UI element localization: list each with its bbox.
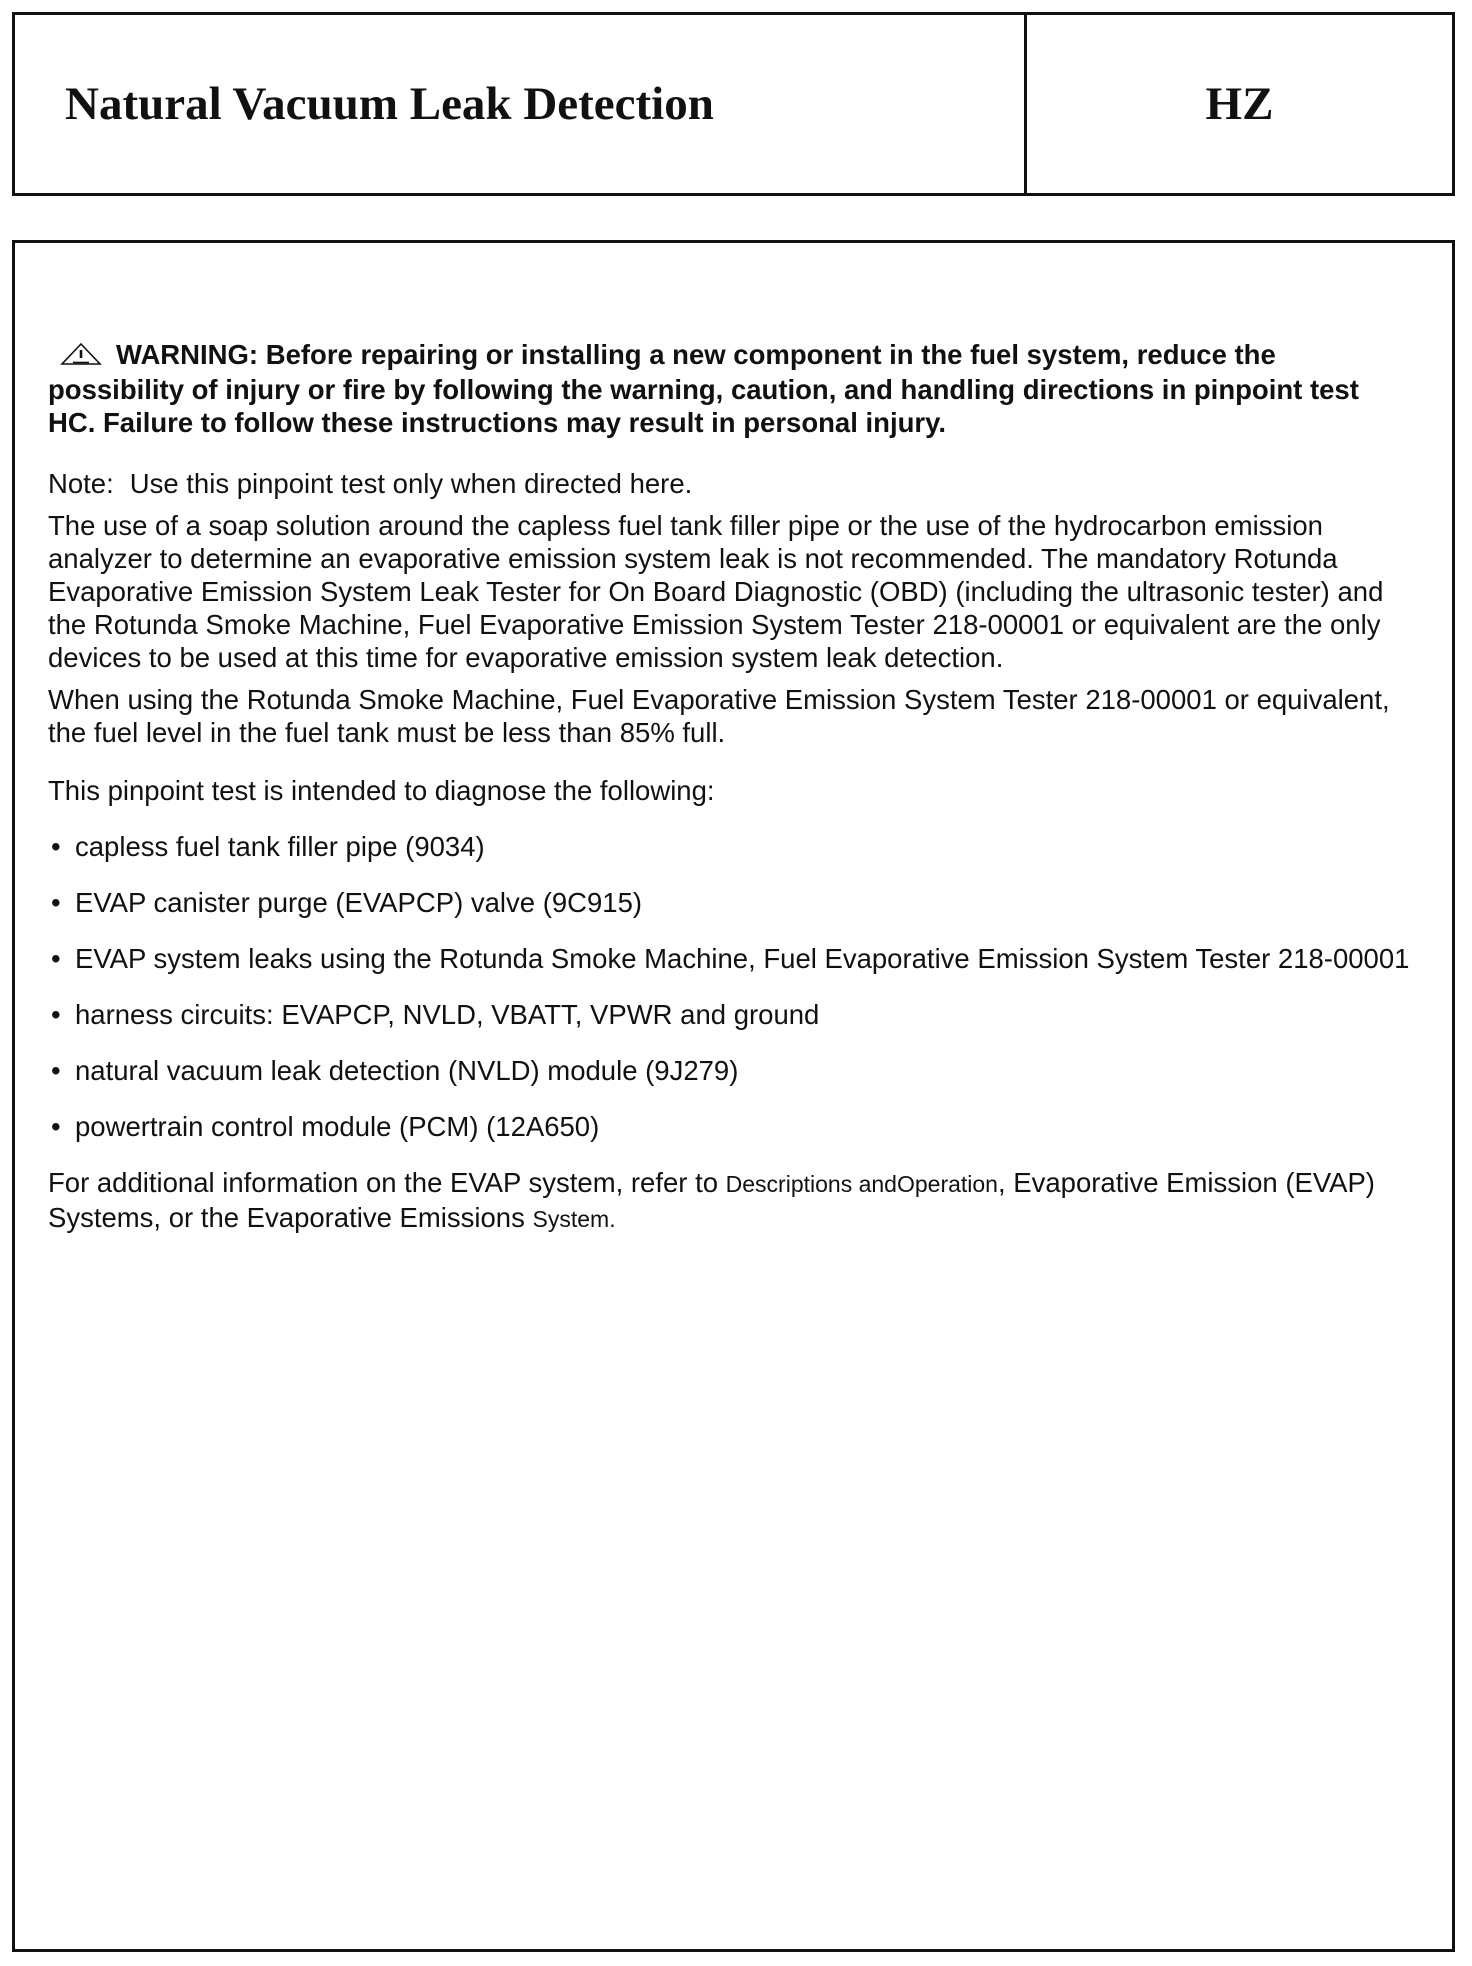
section-code: HZ — [1205, 78, 1274, 130]
note-text: Use this pinpoint test only when directed here. — [129, 468, 693, 499]
spacer — [48, 758, 1412, 774]
header-title-cell — [15, 15, 1027, 193]
bullet-icon: • — [51, 887, 61, 918]
note — [48, 467, 1412, 500]
diagnose-intro: This pinpoint test is intended to diagnose the following: — [48, 775, 715, 806]
note-label: Note: — [48, 468, 114, 499]
header-code-cell — [1027, 15, 1452, 193]
header-box — [12, 12, 1455, 196]
soap-solution-paragraph: The use of a soap solution around the capless fuel tank filler pipe or the use of the hydrocarbon emission analyzer to determine an evaporative emission system leak is not recommended. The mandatory Rotunda Evaporative Emission System Leak Tester for On Board Diagnostic (OBD) (including the ultrasonic tester) and the Rotunda Smoke Machine, Fuel Evaporative Emission System Tester 218-00001 or equivalent are the only devices to be used at this time for evaporative emission system leak detection. — [48, 510, 1384, 673]
warning-triangle-icon — [60, 340, 102, 373]
reference-link-descriptions[interactable]: Descriptions and — [725, 1171, 897, 1197]
list-item — [48, 830, 1412, 863]
list-item — [48, 998, 1412, 1031]
page-title: Natural Vacuum Leak Detection — [65, 78, 714, 130]
list-item-text: harness circuits: EVAPCP, NVLD, VBATT, VPWR and ground — [75, 999, 820, 1030]
list-item-text: natural vacuum leak detection (NVLD) module (9J279) — [75, 1055, 739, 1086]
content-box — [12, 240, 1455, 1952]
warning-text: WARNING: Before repairing or installing a new component in the fuel system, reduce the possibility of injury or fire by following the warning, caution, and handling directions in pinpoint test HC. Failure to follow these instructions may result in personal injury. — [48, 339, 1359, 438]
bullet-icon: • — [51, 943, 61, 974]
list-item-text: powertrain control module (PCM) (12A650) — [75, 1111, 600, 1142]
bullet-icon: • — [51, 1111, 61, 1142]
bullet-icon: • — [51, 999, 61, 1030]
diagnose-list — [48, 830, 1412, 1143]
bullet-icon: • — [51, 1055, 61, 1086]
warning-block — [48, 338, 1412, 439]
reference-prefix: For additional information on the EVAP system, refer to — [48, 1167, 719, 1198]
reference-link-operation[interactable]: Operation — [896, 1171, 998, 1197]
bullet-icon: • — [51, 831, 61, 862]
list-item — [48, 1110, 1412, 1143]
list-item-text: EVAP canister purge (EVAPCP) valve (9C915) — [75, 887, 643, 918]
list-item — [48, 1054, 1412, 1087]
reference-middle: , Evaporative Emission (EVAP) Systems, or the Evaporative Emissions — [48, 1167, 1375, 1233]
list-item-text: capless fuel tank filler pipe (9034) — [75, 831, 485, 862]
list-item-text: EVAP system leaks using the Rotunda Smoke Machine, Fuel Evaporative Emission System Tester 218-00001 — [75, 943, 1410, 974]
reference-end: . — [609, 1206, 616, 1232]
reference-paragraph — [48, 1166, 1412, 1236]
smoke-machine-paragraph: When using the Rotunda Smoke Machine, Fuel Evaporative Emission System Tester 218-00001 or equivalent, the fuel level in the fuel tank must be less than 85% full. — [48, 684, 1390, 748]
list-item — [48, 942, 1412, 975]
list-item — [48, 886, 1412, 919]
reference-link-system[interactable]: System — [532, 1206, 610, 1232]
